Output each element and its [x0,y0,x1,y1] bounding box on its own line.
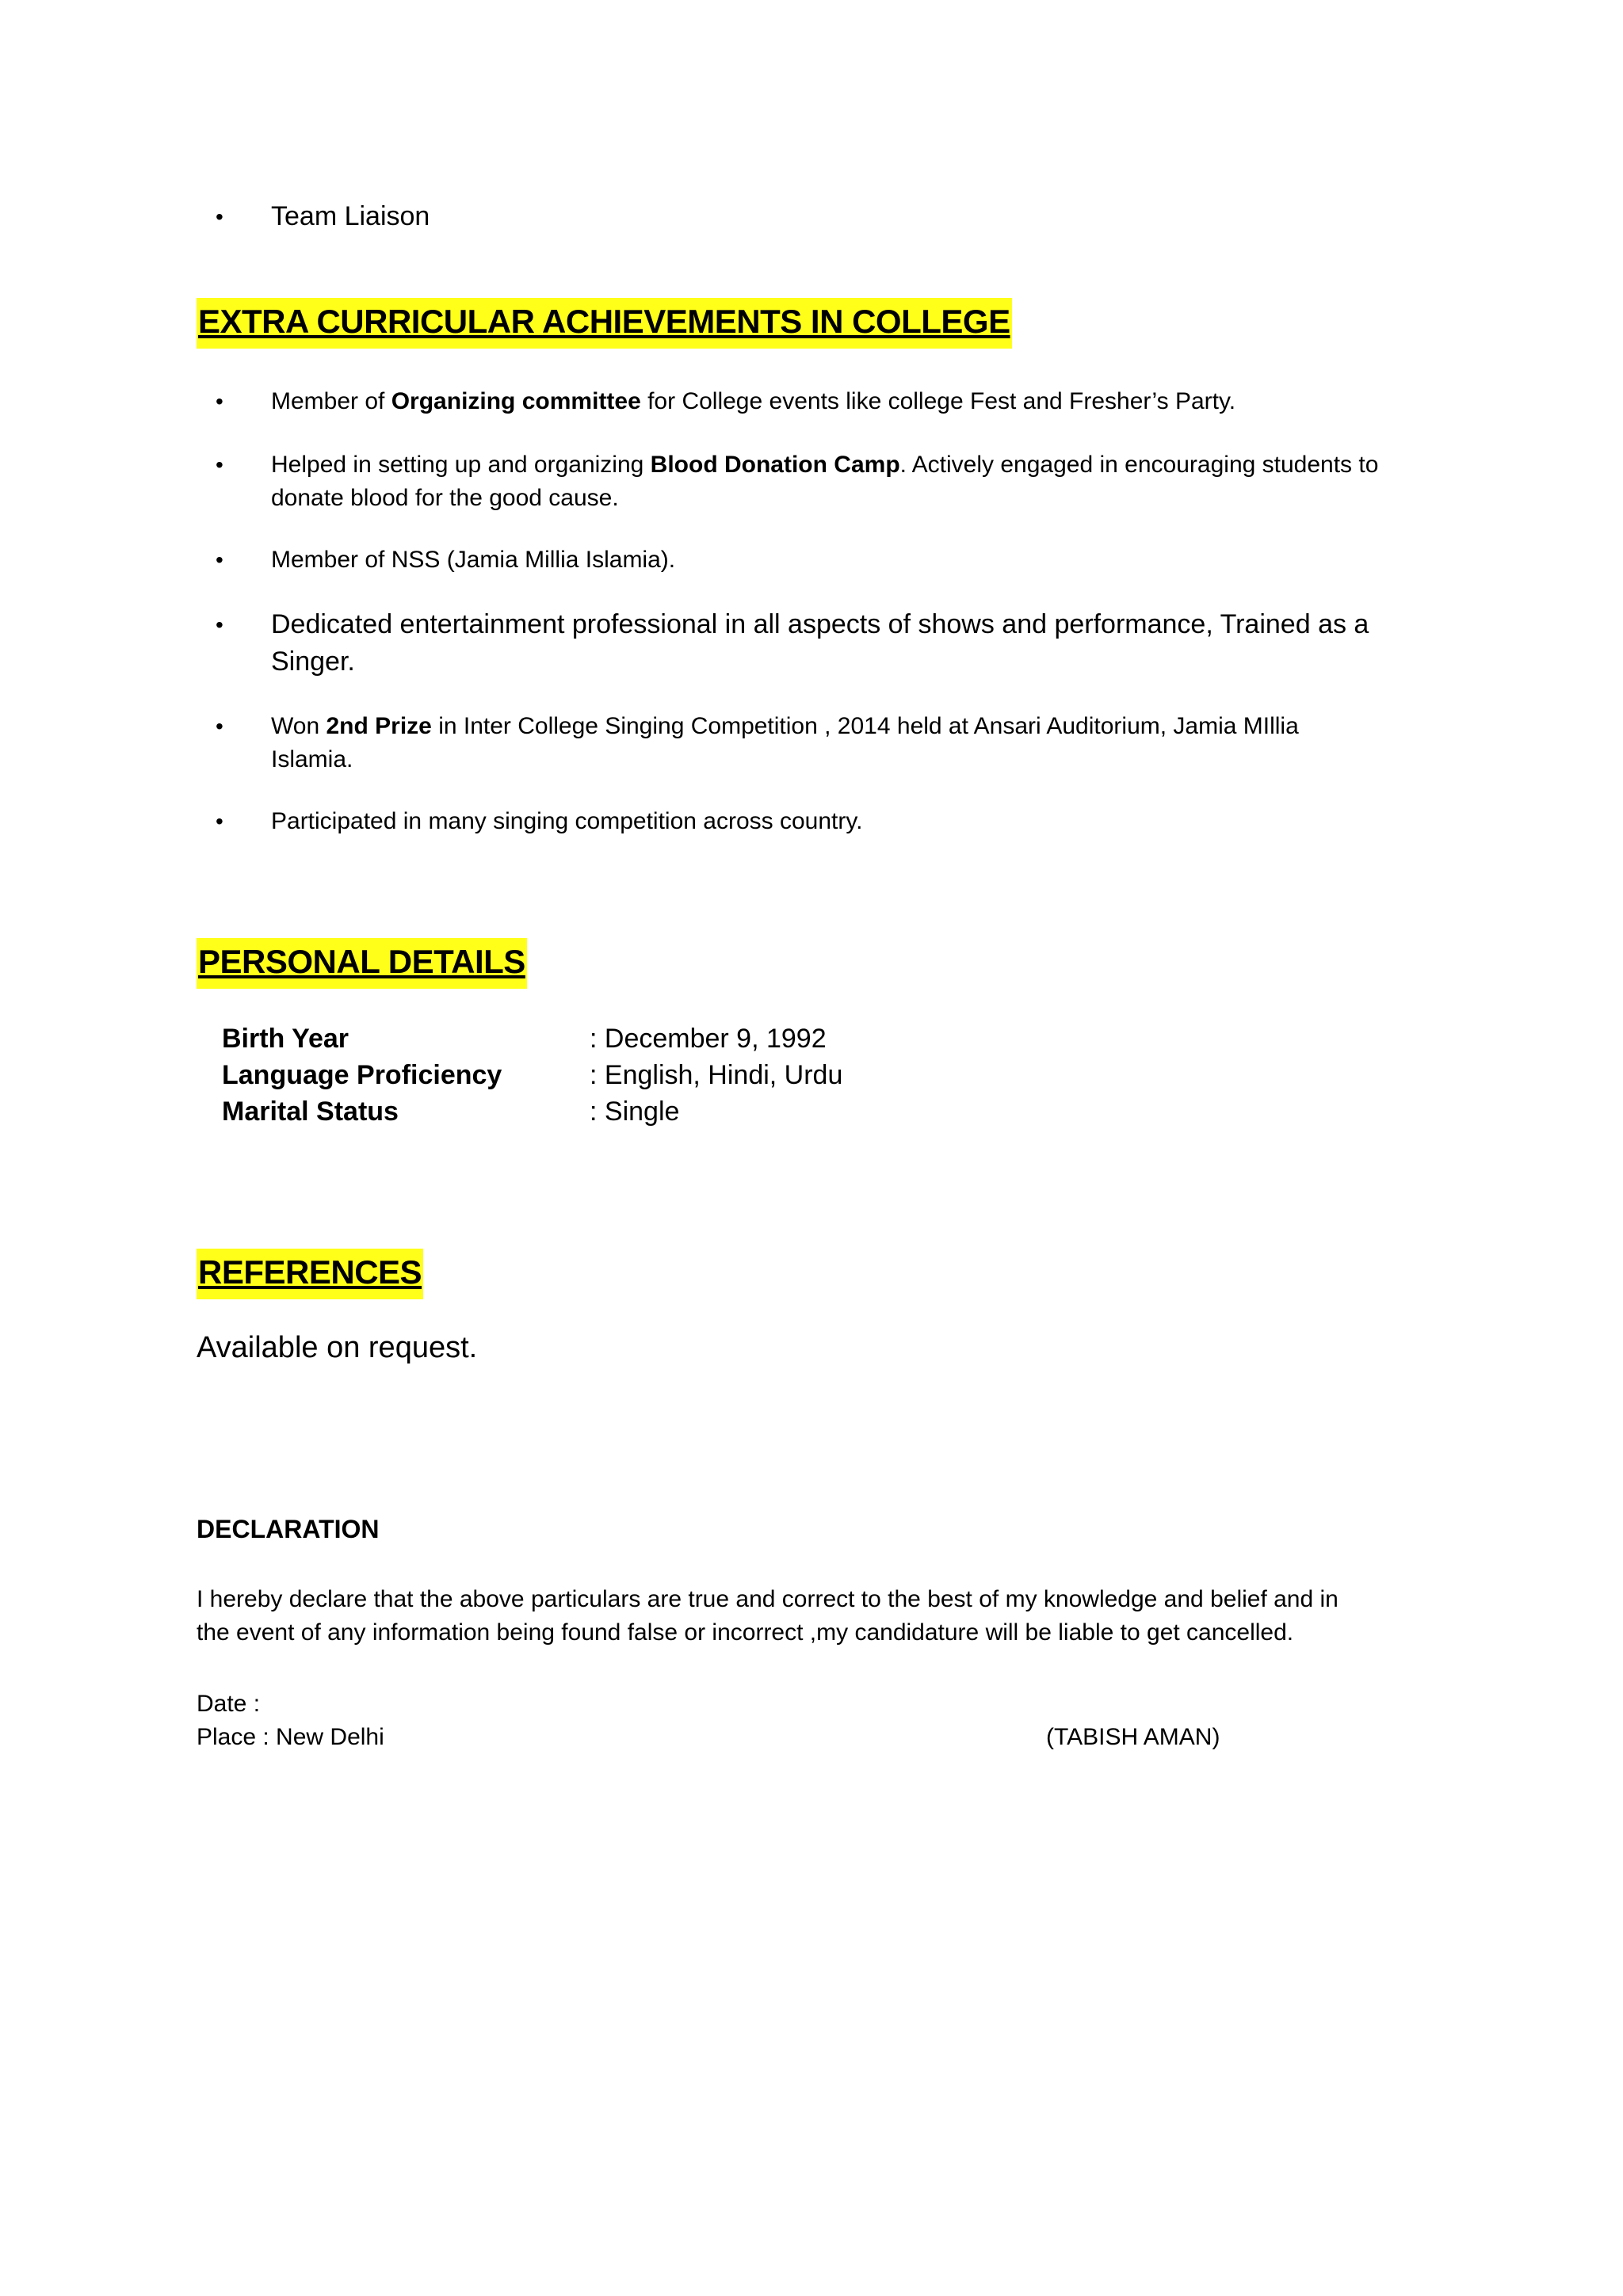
bullet-icon: • [216,714,223,738]
bullet-icon: • [216,547,223,572]
declaration-line-2: the event of any information being found false or incorrect ,my candidature will be liable to get cancelled. [197,1619,1294,1646]
achievement-text: in Inter College Singing Competition , 2014 held at Ansari Auditorium, Jamia MIllia [431,713,1299,739]
language-value: : English, Hindi, Urdu [590,1060,843,1090]
achievement-text: Participated in many singing competition across country. [271,808,863,834]
marital-status-value: : Single [590,1097,680,1127]
place-label: Place : New Delhi [197,1724,384,1750]
extra-curricular-heading: EXTRA CURRICULAR ACHIEVEMENTS IN COLLEGE [197,298,1012,349]
birth-year-value: : December 9, 1992 [590,1024,827,1054]
achievement-text-line2: Islamia. [271,746,353,772]
language-label: Language Proficiency [222,1060,502,1090]
references-heading: REFERENCES [197,1249,423,1299]
achievement-bold: Blood Donation Camp [650,452,900,478]
declaration-line-1: I hereby declare that the above particulars are true and correct to the best of my knowledge and belief and in [197,1586,1338,1612]
personal-details-heading: PERSONAL DETAILS [197,938,527,989]
achievement-bold: Organizing committee [391,388,641,414]
achievement-text: Won [271,713,327,739]
bullet-icon: • [216,809,223,833]
bullet-icon: • [216,612,223,637]
bullet-icon: • [216,204,223,229]
achievement-text-line2: Singer. [271,646,355,677]
achievement-text: Member of [271,388,391,414]
achievement-text-line2: donate blood for the good cause. [271,485,619,511]
bullet-icon: • [216,452,223,477]
date-label: Date : [197,1691,261,1717]
signature-name: (TABISH AMAN) [1046,1724,1220,1750]
achievement-text: for College events like college Fest and Fresher’s Party. [640,388,1236,414]
declaration-heading: DECLARATION [197,1515,380,1543]
achievement-text: Member of NSS (Jamia Millia Islamia). [271,547,676,573]
achievement-bold: 2nd Prize [326,713,432,739]
team-liaison-text: Team Liaison [271,201,430,231]
achievement-text: Dedicated entertainment professional in all aspects of shows and performance, Trained as a [271,609,1369,639]
achievement-text: . Actively engaged in encouraging students to [899,452,1379,478]
birth-year-label: Birth Year [222,1024,349,1054]
references-text: Available on request. [197,1331,478,1364]
marital-status-label: Marital Status [222,1097,399,1127]
bullet-icon: • [216,389,223,414]
achievement-text: Helped in setting up and organizing [271,452,651,478]
